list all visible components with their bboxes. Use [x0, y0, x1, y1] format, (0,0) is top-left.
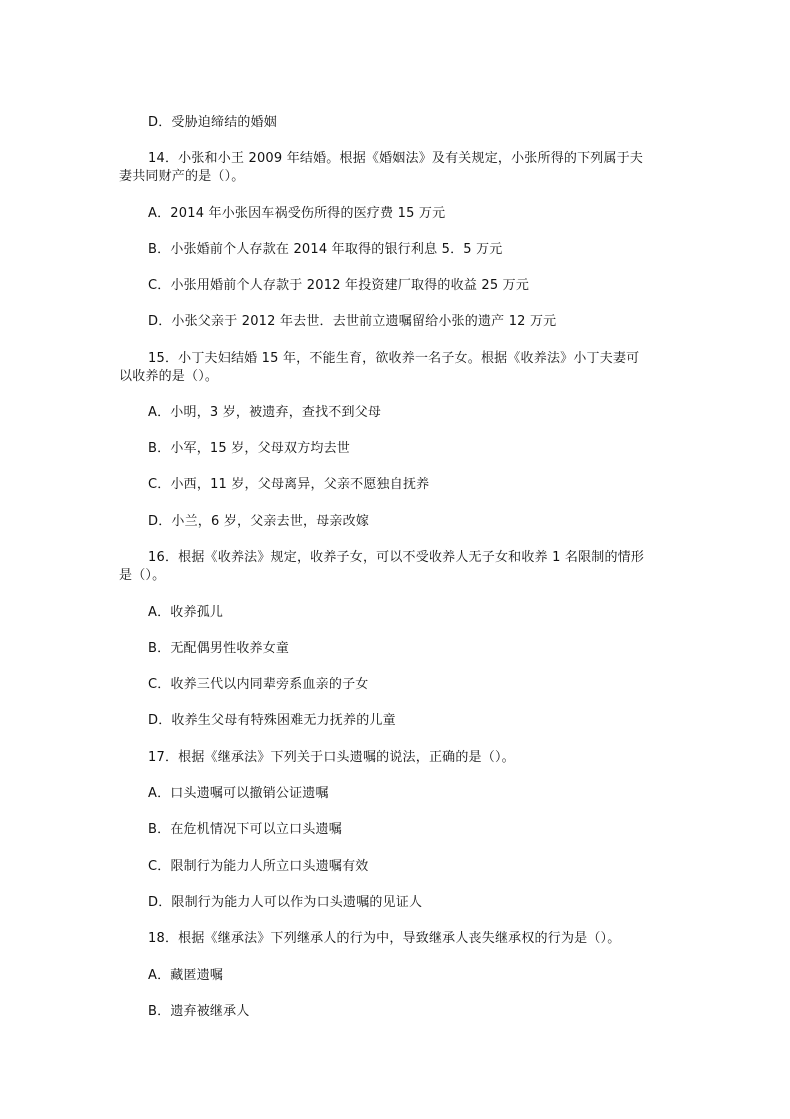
q17-stem-line1: 17．根据《继承法》下列关于口头遗嘱的说法，正确的是（）。 — [148, 750, 515, 765]
q18-stem-line1: 18．根据《继承法》下列继承人的行为中，导致继承人丧失继承权的行为是（）。 — [148, 931, 621, 946]
q17-option-a: A．口头遗嘱可以撤销公证遗嘱 — [148, 786, 329, 801]
q16-option-c: C．收养三代以内同辈旁系血亲的子女 — [148, 677, 369, 692]
q16-stem-line1: 16．根据《收养法》规定，收养子女，可以不受收养人无子女和收养 1 名限制的情形 — [148, 550, 645, 565]
q17-option-b: B．在危机情况下可以立口头遗嘱 — [148, 822, 342, 837]
q15-stem-line2: 以收养的是（）。 — [119, 369, 219, 384]
q14-option-c: C．小张用婚前个人存款于 2012 年投资建厂取得的收益 25 万元 — [148, 278, 530, 293]
q18-option-b: B．遗弃被继承人 — [148, 1004, 250, 1019]
q17-option-c: C．限制行为能力人所立口头遗嘱有效 — [148, 859, 369, 874]
q14-option-d: D．小张父亲于 2012 年去世．去世前立遗嘱留给小张的遗产 12 万元 — [148, 314, 557, 329]
q15-option-a: A．小明，3 岁，被遗弃，查找不到父母 — [148, 405, 382, 420]
q16-option-a: A．收养孤儿 — [148, 605, 224, 620]
q14-stem-line1: 14．小张和小王 2009 年结婚。根据《婚姻法》及有关规定，小张所得的下列属于夫 — [148, 151, 644, 166]
q18-option-a: A．藏匿遗嘱 — [148, 968, 224, 983]
q17-option-d: D．限制行为能力人可以作为口头遗嘱的见证人 — [148, 895, 423, 910]
q15-option-d: D．小兰，6 岁，父亲去世，母亲改嫁 — [148, 514, 370, 529]
q14-option-a: A．2014 年小张因车祸受伤所得的医疗费 15 万元 — [148, 206, 446, 221]
q15-option-b: B．小军，15 岁，父母双方均去世 — [148, 441, 350, 456]
q16-option-d: D．收养生父母有特殊困难无力抚养的儿童 — [148, 713, 396, 728]
q13-option-d: D．受胁迫缔结的婚姻 — [148, 115, 278, 130]
q16-stem-line2: 是（）。 — [119, 568, 166, 583]
q14-stem-line2: 妻共同财产的是（）。 — [119, 169, 245, 184]
q14-option-b: B．小张婚前个人存款在 2014 年取得的银行利息 5．5 万元 — [148, 242, 503, 257]
q15-stem-line1: 15．小丁夫妇结婚 15 年，不能生育，欲收养一名子女。根据《收养法》小丁夫妻可 — [148, 351, 640, 366]
q15-option-c: C．小西，11 岁，父母离异，父亲不愿独自抚养 — [148, 477, 430, 492]
q16-option-b: B．无配偶男性收养女童 — [148, 641, 290, 656]
